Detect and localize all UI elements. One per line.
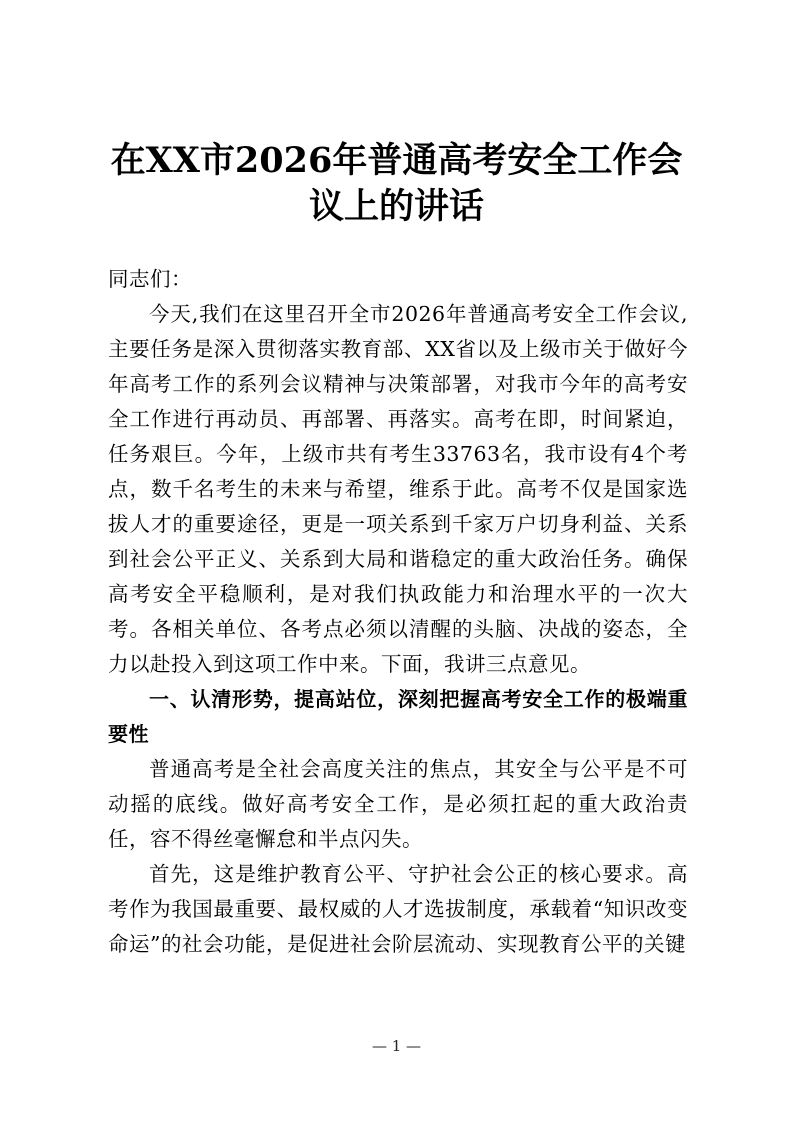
salutation: 同志们： [108, 267, 192, 291]
page-number: — 1 — [371, 1037, 422, 1055]
document-body [108, 262, 688, 962]
paragraph-section-1: 普通高考是全社会高度关注的焦点，其安全与公平是不可动摇的底线。做好高考安全工作，是必须扛起的重大政治责任，容不得丝毫懈怠和半点闪失。 [108, 757, 688, 851]
document-title: 在XX市2026年普通高考安全工作会议上的讲话 [110, 140, 683, 227]
paragraph-intro: 今天,我们在这里召开全市2026年普通高考安全工作会议,主要任务是深入贯彻落实教育部、XX省以及上级市关于做好今年高考工作的系列会议精神与决策部署，对我市今年的高考安全工作进行再动员、再部署、再落实。高考在即，时间紧迫，任务艰巨。今年，上级市共有考生33763名，我市设有4个考点，数千名考生的未来与希望，维系于此。高考不仅是国家选拔人才的重要途径，更是一项关系到千家万户切身利益、关系到社会公平正义、关系到大局和谐稳定的重大政治任务。确保高考安全平稳顺利，是对我们执政能力和治理水平的一次大考。各相关单位、各考点必须以清醒的头脑、决战的姿态，全力以赴投入到这项工作中来。下面，我讲三点意见。 [108, 302, 688, 676]
paragraph-first-point: 首先，这是维护教育公平、守护社会公正的核心要求。高考作为我国最重要、最权威的人才选拔制度，承载着“知识改变命运”的社会功能，是促进社会阶层流动、实现教育公平的关键 [108, 862, 688, 956]
section-heading-1: 一、认清形势，提高站位，深刻把握高考安全工作的极端重要性 [108, 687, 688, 746]
